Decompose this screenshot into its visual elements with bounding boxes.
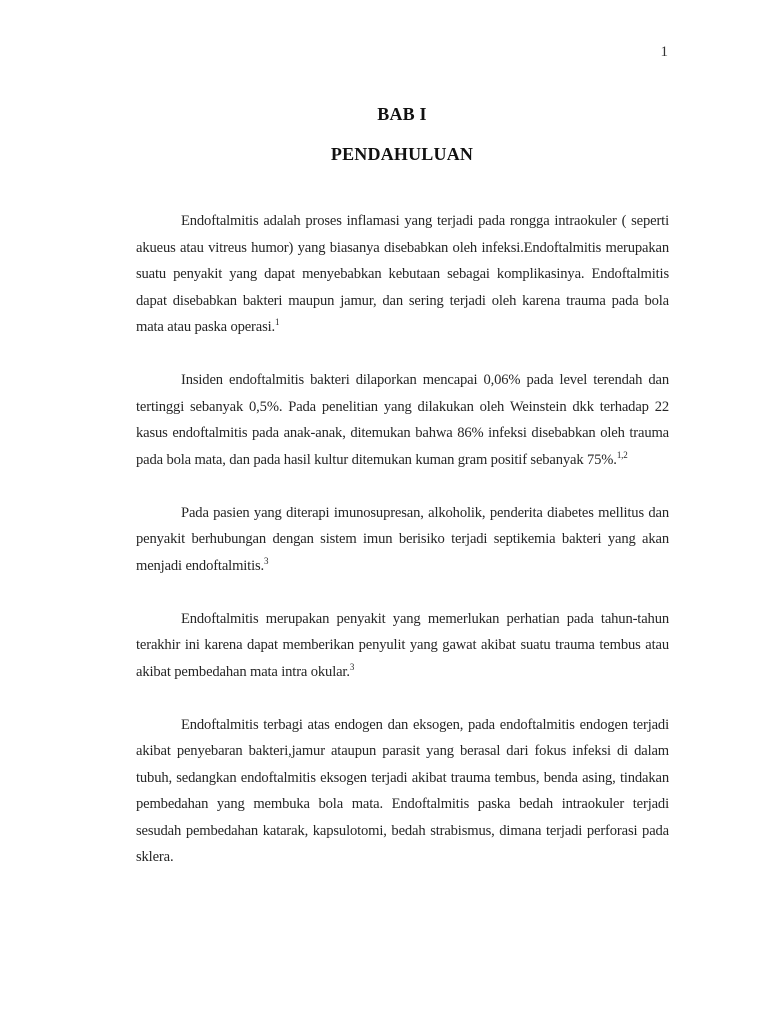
paragraph-text: Endoftalmitis adalah proses inflamasi yang terjadi pada rongga intraokuler ( seperti akueus atau vitreus humor) yang biasanya disebabkan oleh infeksi.Endoftalmitis merupakan suatu penyakit yang dapat menyebabkan kebutaan sebagai komplikasinya. Endoftalmitis dapat disebabkan bakteri maupun jamur, dan sering terjadi oleh karena trauma pada bola mata atau paska operasi. [136, 213, 669, 335]
chapter-heading: BAB I [377, 104, 427, 124]
citation-ref: 1 [275, 317, 280, 327]
paragraph-text: Endoftalmitis merupakan penyakit yang memerlukan perhatian pada tahun-tahun terakhir ini karena dapat memberikan penyulit yang gawat akibat suatu trauma tembus atau akibat pembedahan mata intra okular. [136, 610, 669, 680]
paragraph-3 [136, 500, 669, 580]
page-number: 1 [660, 44, 668, 60]
paragraph-text: Endoftalmitis terbagi atas endogen dan eksogen, pada endoftalmitis endogen terjadi akibat penyebaran bakteri,jamur ataupun parasit yang berasal dari fokus infeksi di dalam tubuh, sedangkan endoftalmitis eksogen terjadi akibat trauma tembus, benda asing, tindakan pembedahan yang membuka bola mata. Endoftalmitis paska bedah intraokuler terjadi sesudah pembedahan katarak, kapsulotomi, bedah strabismus, dimana terjadi perforasi pada sklera. [136, 716, 669, 865]
paragraph-4 [136, 606, 669, 686]
chapter-title: PENDAHULUAN [330, 144, 474, 164]
paragraph-2 [136, 367, 669, 473]
paragraph-1 [136, 208, 669, 341]
paragraph-text: Pada pasien yang diterapi imunosupresan, alkoholik, penderita diabetes mellitus dan penyakit berhubungan dengan sistem imun berisiko terjadi septikemia bakteri yang akan menjadi endoftalmitis. [136, 504, 669, 574]
body-text [136, 208, 669, 897]
paragraph-5 [136, 712, 669, 871]
paragraph-text: Insiden endoftalmitis bakteri dilaporkan mencapai 0,06% pada level terendah dan tertinggi sebanyak 0,5%. Pada penelitian yang dilakukan oleh Weinstein dkk terhadap 22 kasus endoftalmitis pada anak-anak, ditemukan bahwa 86% infeksi disebabkan oleh trauma pada bola mata, dan pada hasil kultur ditemukan kuman gram positif sebanyak 75%. [136, 372, 669, 468]
citation-ref: 1,2 [616, 449, 628, 460]
citation-ref: 3 [264, 555, 269, 566]
citation-ref: 3 [349, 661, 355, 672]
